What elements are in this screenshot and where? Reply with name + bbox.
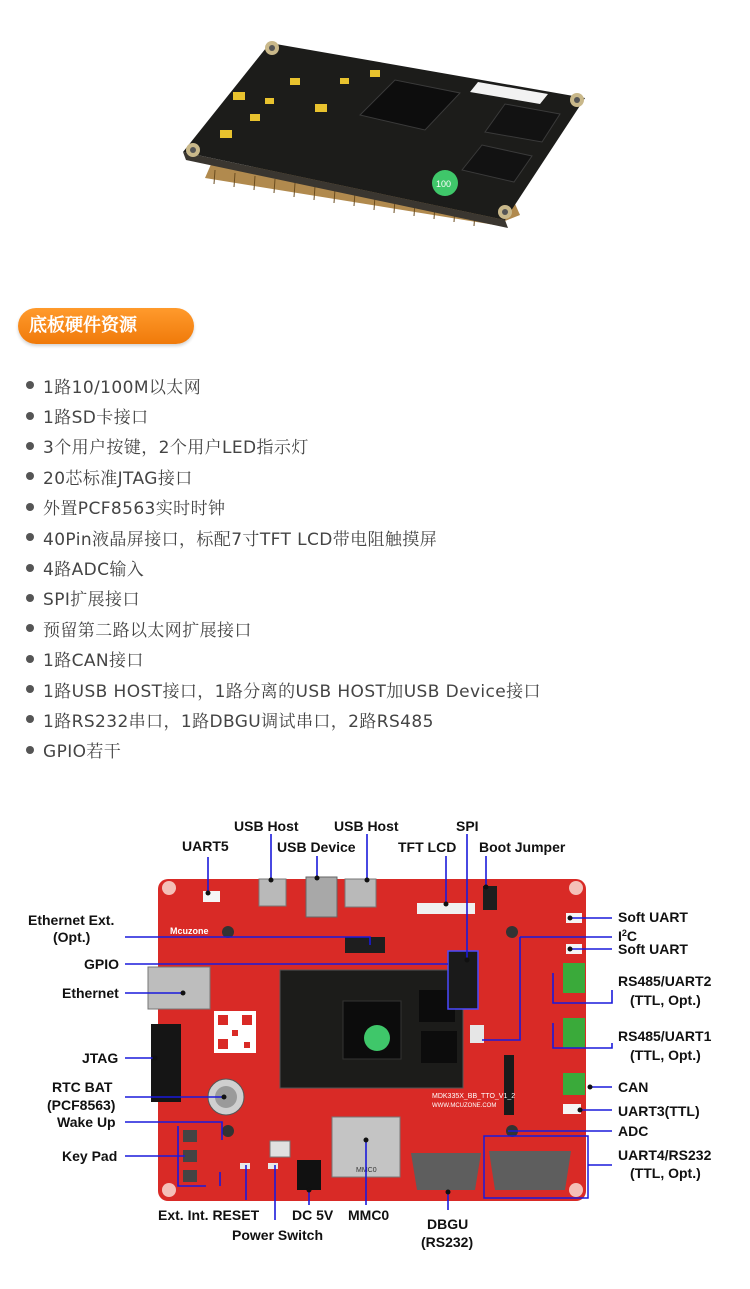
list-item — [26, 583, 541, 613]
bullet-icon — [26, 442, 34, 450]
label-ethernet-ext-opt: (Opt.) — [53, 929, 91, 945]
list-item-text: 40Pin液晶屏接口，标配7寸TFT LCD带电阻触摸屏 — [43, 529, 438, 550]
uart4-db9 — [489, 1151, 571, 1190]
label-rs485-uart2: RS485/UART2 — [618, 973, 712, 989]
usb-host-port — [345, 879, 376, 907]
core-module-photo — [0, 0, 750, 260]
label-i2c-sup: 2 — [621, 928, 627, 938]
mmc-silk: MMC0 — [356, 1167, 377, 1174]
label-tft-lcd: TFT LCD — [398, 839, 457, 855]
label-rs485-uart1-opt: (TTL, Opt.) — [630, 1047, 701, 1063]
jumper — [470, 1025, 484, 1043]
sticker-text: 100 — [436, 179, 452, 189]
label-wake-up: Wake Up — [57, 1114, 116, 1130]
list-item — [26, 370, 541, 400]
ethernet-jack — [148, 967, 210, 1009]
label-mmc0: MMC0 — [348, 1207, 390, 1223]
list-item — [26, 674, 541, 704]
rs485-uart1-terminal — [563, 1018, 585, 1048]
label-i2c-prefix: I — [618, 928, 622, 944]
label-boot-jumper: Boot Jumper — [479, 839, 566, 855]
label-dc-5v: DC 5V — [292, 1207, 334, 1223]
label-ext-int-reset: Ext. Int. RESET — [158, 1207, 260, 1223]
memory-chip — [421, 1031, 457, 1063]
label-usb-host-2: USB Host — [334, 818, 399, 834]
silk-board-name: MDK335X_BB_TTO_V1_2 — [432, 1093, 516, 1100]
list-item — [26, 400, 541, 430]
usb-host-port — [259, 879, 286, 906]
feature-list — [26, 370, 541, 765]
list-item — [26, 431, 541, 461]
bullet-icon — [26, 685, 34, 693]
silk-url: WWW.MCUZONE.COM — [432, 1103, 497, 1109]
label-can: CAN — [618, 1079, 649, 1095]
label-ethernet-ext: Ethernet Ext. — [28, 912, 115, 928]
list-item-text: 20芯标准JTAG接口 — [43, 468, 193, 489]
label-spi: SPI — [456, 818, 479, 834]
list-item-text: GPIO若干 — [43, 742, 122, 763]
adc-header — [504, 1055, 514, 1115]
list-item-text: 1路USB HOST接口，1路分离的USB HOST加USB Device接口 — [43, 681, 541, 702]
label-uart4-opt: (TTL, Opt.) — [630, 1165, 701, 1181]
bullet-icon — [26, 503, 34, 511]
label-rs485-uart2-opt: (TTL, Opt.) — [630, 992, 701, 1008]
key-pad — [183, 1130, 197, 1182]
bullet-icon — [26, 715, 34, 723]
bullet-icon — [26, 533, 34, 541]
label-uart4-rs232: UART4/RS232 — [618, 1147, 712, 1163]
list-item — [26, 613, 541, 643]
label-dbgu-rs232: (RS232) — [421, 1234, 474, 1250]
boot-jumper — [483, 886, 497, 910]
bullet-icon — [26, 746, 34, 754]
section-title: 底板硬件资源 — [18, 308, 194, 344]
bullet-icon — [26, 624, 34, 632]
list-item-text: 外置PCF8563实时时钟 — [43, 499, 226, 520]
label-uart3: UART3(TTL) — [618, 1103, 700, 1119]
bullet-icon — [26, 472, 34, 480]
bullet-icon — [26, 594, 34, 602]
list-item — [26, 552, 541, 582]
list-item — [26, 492, 541, 522]
bullet-icon — [26, 412, 34, 420]
jtag-header — [151, 1024, 181, 1102]
list-item — [26, 704, 541, 734]
dbgu-db9 — [411, 1153, 481, 1190]
list-item — [26, 461, 541, 491]
list-item-text: 1路SD卡接口 — [43, 408, 149, 429]
bullet-icon — [26, 655, 34, 663]
label-dbgu: DBGU — [427, 1216, 469, 1232]
label-ethernet: Ethernet — [62, 985, 119, 1001]
list-item-text: 3个用户按键，2个用户LED指示灯 — [43, 438, 309, 459]
label-key-pad: Key Pad — [62, 1148, 118, 1164]
bullet-icon — [26, 564, 34, 572]
label-rtc-bat: RTC BAT — [52, 1079, 113, 1095]
label-rtc-chip: (PCF8563) — [47, 1097, 116, 1113]
ethernet-ext-header — [345, 937, 385, 953]
list-item-text: 预留第二路以太网扩展接口 — [43, 620, 252, 641]
label-jtag: JTAG — [82, 1050, 119, 1066]
gpio-header — [448, 951, 478, 1009]
baseboard-diagram — [0, 808, 750, 1289]
label-usb-host-1: USB Host — [234, 818, 299, 834]
label-adc: ADC — [618, 1123, 649, 1139]
label-i2c-suffix: C — [626, 928, 638, 944]
bullet-icon — [26, 381, 34, 389]
label-uart5: UART5 — [182, 838, 229, 854]
silk-brand: Mcuzone — [170, 926, 209, 936]
rs485-uart2-terminal — [563, 963, 585, 993]
list-item — [26, 735, 541, 765]
dc-jack — [297, 1160, 321, 1190]
label-usb-device: USB Device — [277, 839, 356, 855]
usb-device-port — [306, 877, 337, 917]
label-power-switch: Power Switch — [232, 1227, 324, 1243]
list-item-text: SPI扩展接口 — [43, 590, 140, 611]
list-item-text: 1路CAN接口 — [43, 651, 144, 672]
label-rs485-uart1: RS485/UART1 — [618, 1028, 712, 1044]
label-soft-uart-2: Soft UART — [618, 941, 688, 957]
list-item — [26, 522, 541, 552]
list-item-text: 1路RS232串口，1路DBGU调试串口，2路RS485 — [43, 711, 434, 732]
label-gpio: GPIO — [84, 956, 120, 972]
can-terminal — [563, 1073, 585, 1095]
list-item — [26, 644, 541, 674]
power-switch — [270, 1141, 290, 1157]
list-item-text: 4路ADC输入 — [43, 560, 145, 581]
list-item-text: 1路10/100M以太网 — [43, 377, 202, 398]
label-soft-uart-1: Soft UART — [618, 909, 688, 925]
